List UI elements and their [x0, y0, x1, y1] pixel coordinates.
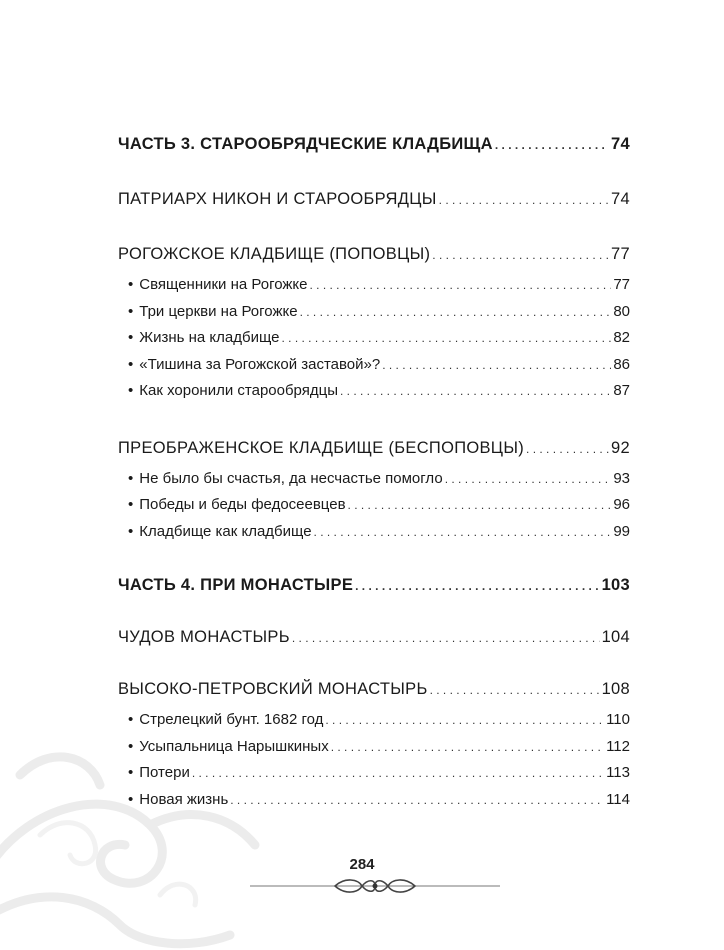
toc-chapter-heading: [118, 678, 630, 701]
toc-subentry-page: 114: [606, 790, 630, 808]
section-gap: [118, 156, 630, 188]
toc-subentry-page: 82: [613, 329, 630, 346]
toc-subentry-page: 99: [613, 522, 630, 540]
toc-subentry-title-wrap: [128, 272, 308, 298]
toc-entry-page: 74: [611, 135, 630, 153]
toc-subentry-title-wrap: [128, 519, 312, 545]
toc-chapter-heading: [118, 188, 630, 211]
toc-subentry-title-wrap: [128, 707, 323, 733]
toc-entry-title: ПАТРИАРХ НИКОН И СТАРООБРЯДЦЫ: [118, 190, 437, 208]
toc-part-heading: [118, 133, 630, 156]
toc-entry-title: ПРЕОБРАЖЕНСКОЕ КЛАДБИЩЕ (БЕСПОПОВЦЫ): [118, 438, 525, 457]
toc-subentry-title: Потери: [139, 764, 190, 781]
leader-dots: [310, 272, 612, 299]
toc-subentry-title: «Тишина за Рогожской заставой»?: [139, 355, 381, 373]
toc-subentry-page: 96: [613, 496, 630, 513]
bullet-icon: •: [128, 522, 134, 540]
toc-subentry-title: Как хоронили старообрядцы: [139, 382, 338, 399]
leader-dots: [300, 299, 612, 326]
toc-subentry-title: Три церкви на Рогожке: [139, 302, 298, 320]
toc-subentry-title: Победы и беды федосеевцев: [139, 496, 346, 513]
toc-subentry: [118, 787, 630, 814]
section-gap: [118, 545, 630, 574]
bullet-icon: •: [128, 764, 134, 781]
toc-chapter-heading: [118, 437, 630, 460]
toc-subentry-title-wrap: [128, 734, 329, 760]
bullet-icon: •: [128, 496, 134, 513]
toc-subentry: [118, 707, 630, 734]
leader-dots: [355, 574, 599, 597]
bullet-icon: •: [128, 737, 134, 755]
bullet-icon: •: [128, 382, 134, 399]
toc-subentry: [118, 299, 630, 326]
leader-dots: [292, 626, 600, 649]
toc-entry-page: 92: [611, 438, 630, 457]
toc-subentry-title: Священники на Рогожке: [139, 276, 308, 293]
toc-subentry: [118, 466, 630, 493]
bullet-icon: •: [128, 276, 134, 293]
toc-entry-page: 103: [601, 576, 630, 594]
toc-subentry-title: Кладбище как кладбище: [139, 522, 312, 540]
toc-subentry-page: 80: [613, 302, 630, 320]
leader-dots: [430, 678, 600, 701]
toc-subentry: [118, 378, 630, 405]
toc-entry-page: 108: [601, 680, 630, 698]
section-gap: [118, 649, 630, 678]
bullet-icon: •: [128, 355, 134, 373]
toc-subentry-page: 87: [613, 382, 630, 399]
toc-subentry-title: Усыпальница Нарышкиных: [139, 737, 329, 755]
leader-dots: [340, 378, 611, 405]
toc-subentry-title: Не было бы счастья, да несчастье помогло: [139, 469, 443, 487]
page-number: 284: [349, 856, 375, 873]
bullet-icon: •: [128, 469, 134, 487]
leader-dots: [495, 133, 609, 156]
toc-entry-title: ЧАСТЬ 3. СТАРООБРЯДЧЕСКИЕ КЛАДБИЩА: [118, 135, 493, 153]
toc-subentry-page: 110: [606, 711, 630, 728]
leader-dots: [432, 243, 609, 266]
toc-subentry-page: 113: [606, 764, 630, 781]
toc-subentry-title-wrap: [128, 378, 338, 404]
toc-subentry-page: 93: [613, 469, 630, 487]
toc-subentry-title-wrap: [128, 325, 280, 351]
toc-subentry: [118, 325, 630, 352]
toc-subentry: [118, 352, 630, 379]
leader-dots: [314, 519, 612, 546]
footer-ornament: [250, 873, 500, 899]
toc-subentry-title-wrap: [128, 466, 443, 492]
toc-subentry: [118, 272, 630, 299]
toc-chapter-heading: [118, 626, 630, 649]
toc-subentry-page: 77: [613, 276, 630, 293]
toc-subentry: [118, 734, 630, 761]
toc-subentry: [118, 492, 630, 519]
leader-dots: [282, 325, 612, 352]
leader-dots: [192, 760, 604, 787]
toc-entry-page: 104: [601, 628, 630, 646]
toc-subentry-page: 112: [606, 737, 630, 755]
bullet-icon: •: [128, 790, 134, 808]
section-gap: [118, 211, 630, 243]
leader-dots: [526, 437, 609, 460]
toc-subentry-page: 86: [613, 355, 630, 373]
leader-dots: [382, 352, 611, 379]
section-gap: [118, 405, 630, 437]
table-of-contents: [118, 133, 630, 813]
toc-subentry-title: Новая жизнь: [139, 790, 229, 808]
toc-chapter-heading: [118, 243, 630, 266]
leader-dots: [230, 787, 604, 814]
toc-entry-title: ЧУДОВ МОНАСТЫРЬ: [118, 628, 290, 646]
toc-subentry-title-wrap: [128, 352, 380, 378]
toc-entry-title: ВЫСОКО-ПЕТРОВСКИЙ МОНАСТЫРЬ: [118, 680, 428, 698]
bullet-icon: •: [128, 302, 134, 320]
toc-part-heading: [118, 574, 630, 597]
leader-dots: [445, 466, 612, 493]
toc-subentry-title-wrap: [128, 760, 190, 786]
toc-entry-page: 74: [611, 190, 630, 208]
leader-dots: [348, 492, 612, 519]
toc-entry-title: ЧАСТЬ 4. ПРИ МОНАСТЫРЕ: [118, 576, 354, 594]
bullet-icon: •: [128, 711, 134, 728]
toc-subentry-title: Стрелецкий бунт. 1682 год: [139, 711, 324, 728]
toc-subentry-title: Жизнь на кладбище: [139, 329, 280, 346]
leader-dots: [331, 734, 604, 761]
toc-subentry-title-wrap: [128, 787, 228, 813]
toc-subentry-title-wrap: [128, 299, 298, 325]
toc-subentry: [118, 519, 630, 546]
leader-dots: [439, 188, 609, 211]
bullet-icon: •: [128, 329, 134, 346]
toc-entry-page: 77: [611, 245, 630, 263]
toc-entry-title: РОГОЖСКОЕ КЛАДБИЩЕ (ПОПОВЦЫ): [118, 245, 431, 263]
leader-dots: [325, 707, 604, 734]
toc-subentry-title-wrap: [128, 492, 346, 518]
toc-subentry: [118, 760, 630, 787]
section-gap: [118, 597, 630, 626]
